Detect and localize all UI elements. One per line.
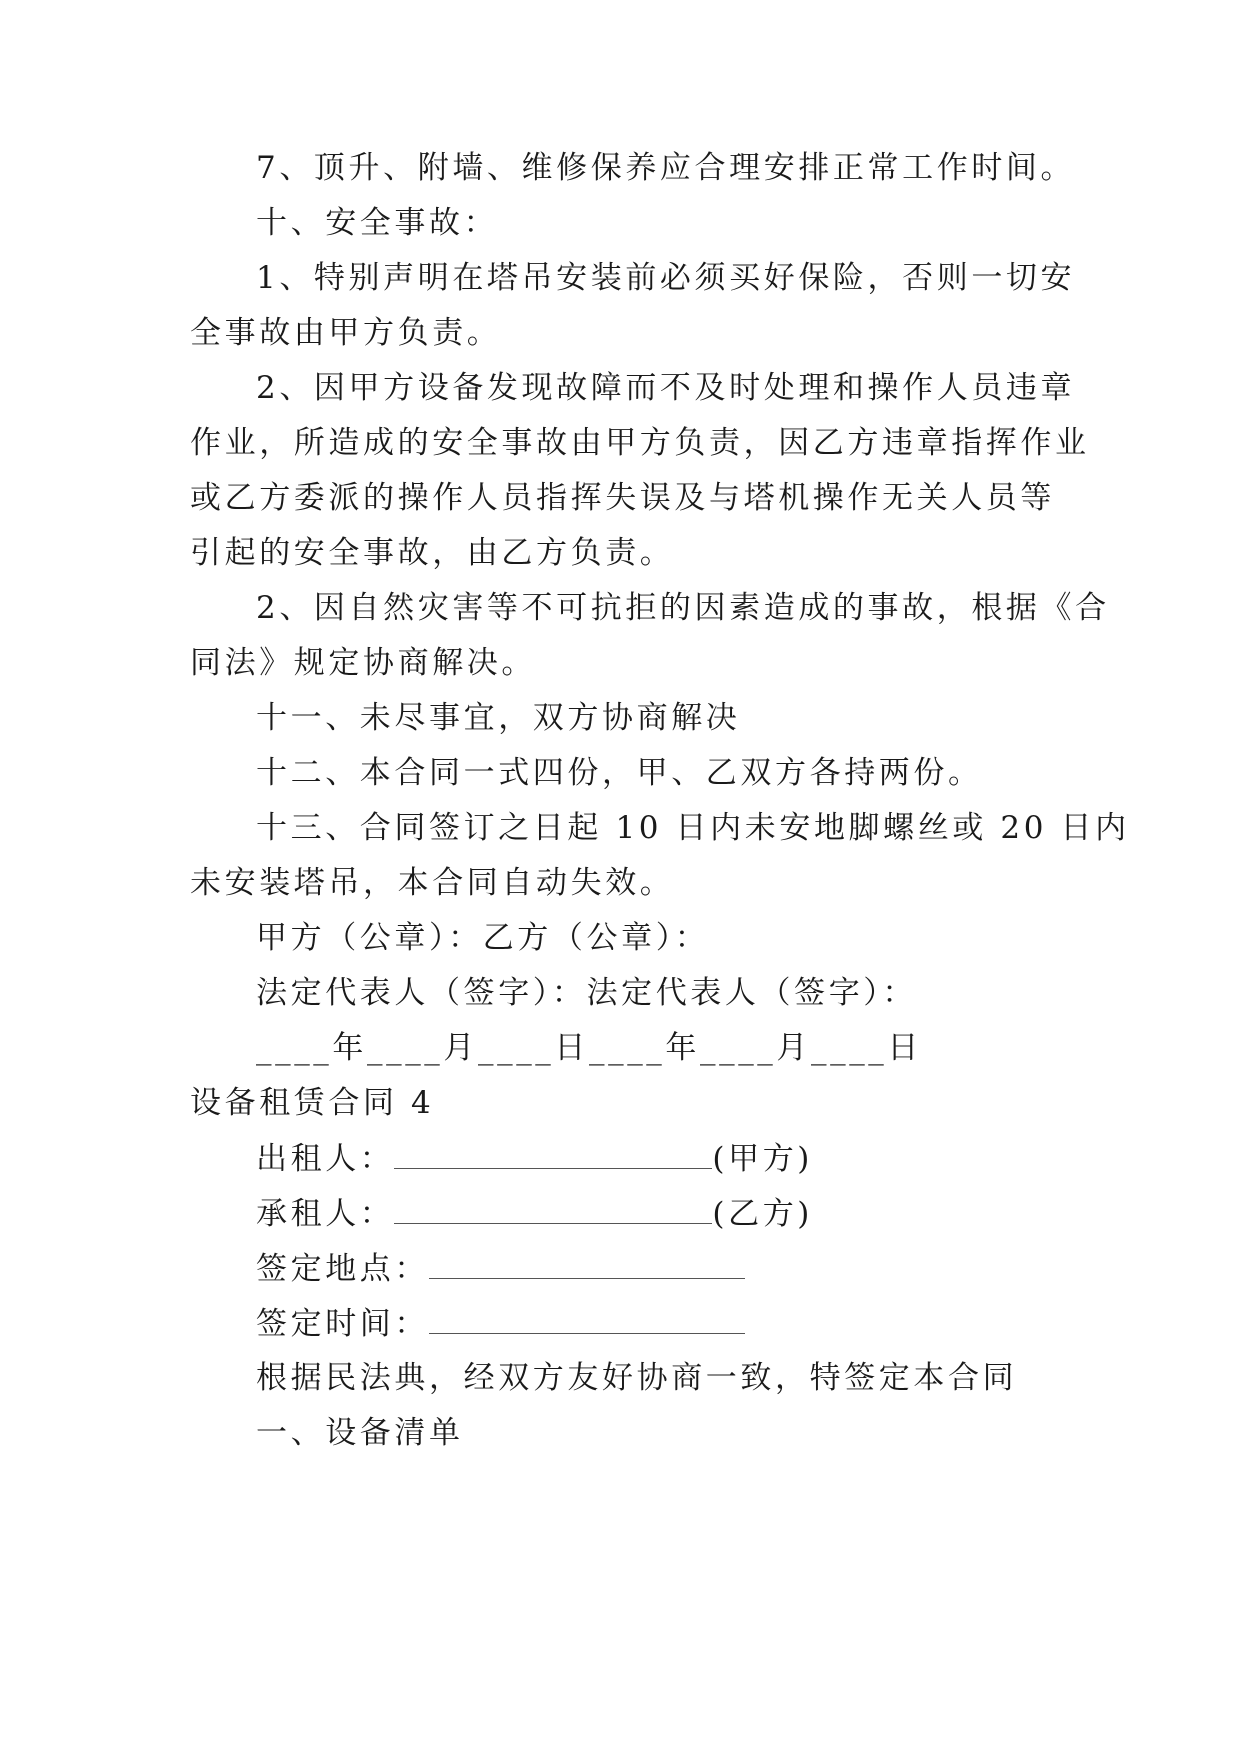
paragraph-line: 引起的安全事故，由乙方负责。 [190,535,675,571]
signing-time-blank[interactable] [429,1303,745,1334]
paragraph-line: 未安装塔吊，本合同自动失效。 [190,865,675,901]
section-heading: 十二、本合同一式四份，甲、乙双方各持两份。 [256,755,983,791]
lessor-field [256,1138,813,1179]
signing-place-blank[interactable] [429,1248,745,1279]
lessee-field [256,1193,813,1234]
signature-seal-line: 甲方（公章）：乙方（公章）： [256,920,710,956]
lessor-blank[interactable] [394,1138,712,1169]
paragraph-line: 作业，所造成的安全事故由甲方负责，因乙方违章指挥作业 [190,425,1090,461]
paragraph-line: 十三、合同签订之日起 10 日内未安地脚螺丝或 20 日内 [256,810,1130,846]
lessee-label: 承租人： [256,1196,395,1232]
lessor-suffix: (甲方) [712,1141,813,1177]
signature-representative-line: 法定代表人（签字）：法定代表人（签字）： [256,975,917,1011]
paragraph-line: 1、特别声明在塔吊安装前必须买好保险，否则一切安 [256,260,1076,296]
signing-place-label: 签定地点： [256,1251,429,1287]
paragraph-line: 或乙方委派的操作人员指挥失误及与塔机操作无关人员等 [190,480,1055,516]
signing-time-label: 签定时间： [256,1306,429,1342]
lessee-blank[interactable] [394,1193,712,1224]
paragraph-line: 同法》规定协商解决。 [190,645,536,681]
paragraph-line: 全事故由甲方负责。 [190,315,502,351]
signature-date-line: ____年____月____日____年____月____日 [256,1030,922,1066]
lessee-suffix: (乙方) [712,1196,813,1232]
lessor-label: 出租人： [256,1141,395,1177]
paragraph-line: 根据民法典，经双方友好协商一致，特签定本合同 [256,1360,1018,1396]
section-heading: 十一、未尽事宜，双方协商解决 [256,700,741,736]
paragraph-line: 2、因甲方设备发现故障而不及时处理和操作人员违章 [256,370,1076,406]
contract-title: 设备租赁合同 4 [190,1085,435,1121]
signing-place-field [256,1248,745,1289]
paragraph-line: 2、因自然灾害等不可抗拒的因素造成的事故，根据《合 [256,590,1110,626]
paragraph-line: 7、顶升、附墙、维修保养应合理安排正常工作时间。 [256,150,1076,186]
section-heading: 十、安全事故： [256,205,499,241]
signing-time-field [256,1303,745,1344]
section-heading: 一、设备清单 [256,1415,464,1451]
